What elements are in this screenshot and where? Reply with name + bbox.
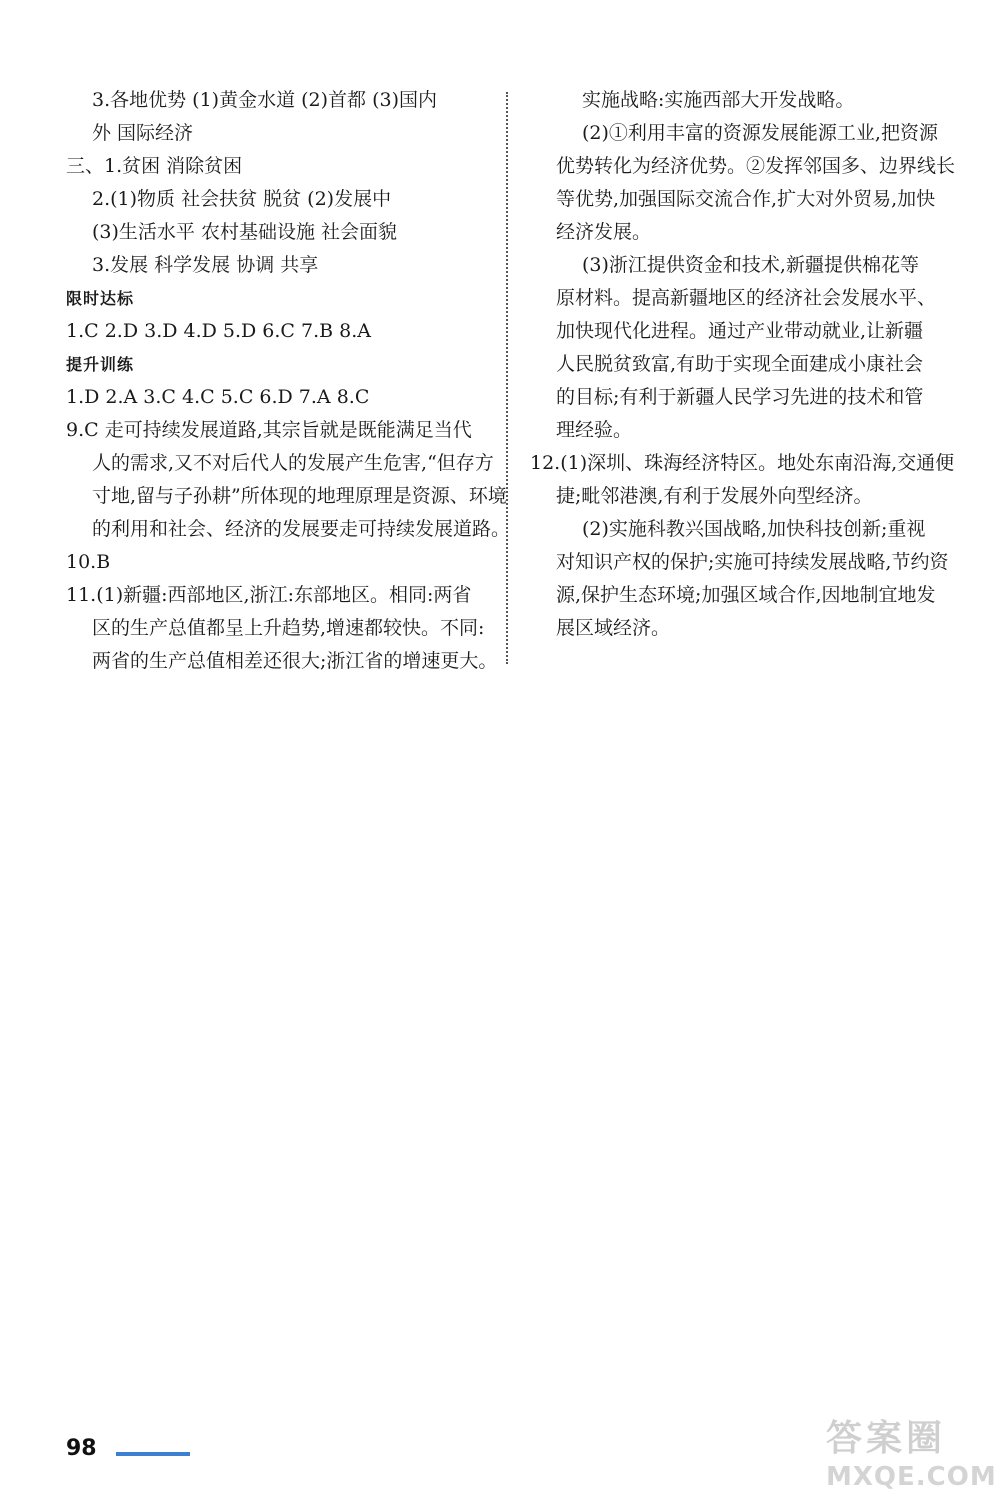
right-line-1: 实施战略:实施西部大开发战略。 bbox=[582, 89, 855, 111]
right-line-5: 经济发展。 bbox=[556, 221, 652, 243]
right-line-2: (2)①利用丰富的资源发展能源工业,把资源 bbox=[582, 122, 938, 144]
question-12-line-6: 展区域经济。 bbox=[556, 617, 671, 639]
question-9-line-2: 人的需求,又不对后代人的发展产生危害,“但存方 bbox=[92, 452, 494, 474]
section-two-item-3-line-2: 外 国际经济 bbox=[92, 122, 194, 144]
right-line-6: (3)浙江提供资金和技术,新疆提供棉花等 bbox=[582, 254, 919, 276]
column-divider bbox=[506, 92, 508, 664]
question-11-line-2: 区的生产总值都呈上升趋势,增速都较快。不同: bbox=[92, 617, 485, 639]
question-12-line-5: 源,保护生态环境;加强区域合作,因地制宜地发 bbox=[556, 584, 936, 606]
right-line-10: 的目标;有利于新疆人民学习先进的技术和管 bbox=[556, 386, 924, 408]
heading-improvement-training: 提升训练 bbox=[66, 355, 135, 374]
watermark-url: MXQE.COM bbox=[826, 1462, 997, 1492]
question-11-line-3: 两省的生产总值相差还很大;浙江省的增速更大。 bbox=[92, 650, 498, 672]
right-line-11: 理经验。 bbox=[556, 419, 633, 441]
timed-practice-answers: 1.C 2.D 3.D 4.D 5.D 6.C 7.B 8.A bbox=[66, 320, 371, 342]
section-two-item-3-line-1: 3.各地优势 (1)黄金水道 (2)首都 (3)国内 bbox=[92, 89, 437, 111]
right-column bbox=[530, 84, 956, 645]
right-line-3: 优势转化为经济优势。②发挥邻国多、边界线长 bbox=[556, 155, 956, 177]
question-11-line-1: 11.(1)新疆:西部地区,浙江:东部地区。相同:两省 bbox=[66, 584, 472, 606]
page-number: 98 bbox=[66, 1436, 97, 1461]
right-line-9: 人民脱贫致富,有助于实现全面建成小康社会 bbox=[556, 353, 924, 375]
improvement-answers: 1.D 2.A 3.C 4.C 5.C 6.D 7.A 8.C bbox=[66, 386, 370, 408]
section-three-item-3: 3.发展 科学发展 协调 共享 bbox=[92, 254, 319, 276]
watermark-logo: 答案圈 bbox=[826, 1418, 947, 1459]
section-three-item-2-line-2: (3)生活水平 农村基础设施 社会面貌 bbox=[92, 221, 397, 243]
question-9-line-1: 9.C 走可持续发展道路,其宗旨就是既能满足当代 bbox=[66, 419, 472, 441]
left-column bbox=[66, 84, 511, 678]
question-12-line-3: (2)实施科教兴国战略,加快科技创新;重视 bbox=[582, 518, 926, 540]
question-12-line-2: 捷;毗邻港澳,有利于发展外向型经济。 bbox=[556, 485, 873, 507]
question-12-line-4: 对知识产权的保护;实施可持续发展战略,节约资 bbox=[556, 551, 949, 573]
section-three-item-1: 三、1.贫困 消除贫困 bbox=[66, 155, 243, 177]
question-12-line-1: 12.(1)深圳、珠海经济特区。地处东南沿海,交通便 bbox=[530, 452, 955, 474]
section-three-item-2-line-1: 2.(1)物质 社会扶贫 脱贫 (2)发展中 bbox=[92, 188, 392, 210]
question-10: 10.B bbox=[66, 551, 111, 573]
right-line-4: 等优势,加强国际交流合作,扩大对外贸易,加快 bbox=[556, 188, 936, 210]
page-number-bar bbox=[116, 1452, 190, 1456]
question-9-line-3: 寸地,留与子孙耕”所体现的地理原理是资源、环境 bbox=[92, 485, 507, 507]
heading-timed-practice: 限时达标 bbox=[66, 289, 135, 308]
right-line-8: 加快现代化进程。通过产业带动就业,让新疆 bbox=[556, 320, 924, 342]
right-line-7: 原材料。提高新疆地区的经济社会发展水平、 bbox=[556, 287, 937, 309]
question-9-line-4: 的利用和社会、经济的发展要走可持续发展道路。 bbox=[92, 518, 511, 540]
